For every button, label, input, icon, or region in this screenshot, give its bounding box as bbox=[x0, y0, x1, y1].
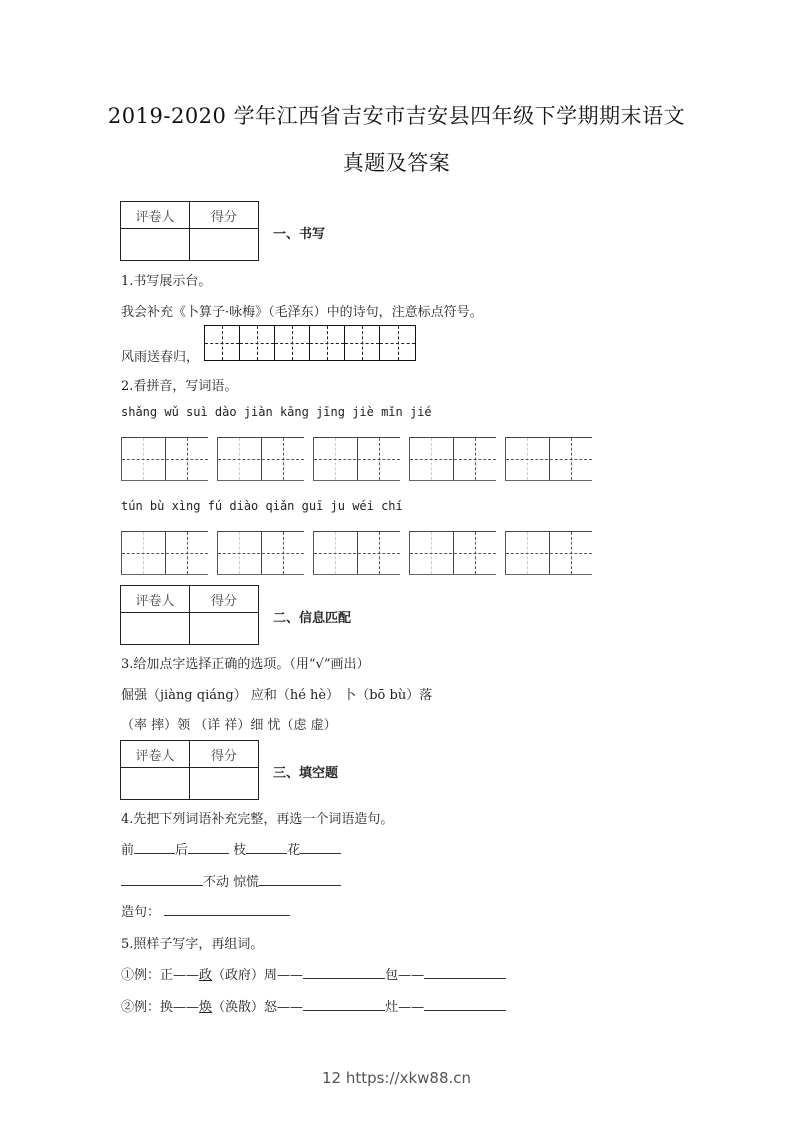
score-cell-grader bbox=[121, 768, 190, 800]
q4-row1 bbox=[121, 839, 341, 858]
fill-blank[interactable] bbox=[121, 873, 203, 886]
word-box[interactable] bbox=[313, 437, 400, 481]
q2-heading: 2.看拼音，写词语。 bbox=[121, 379, 238, 394]
score-cell-grader bbox=[121, 613, 190, 645]
q1-writing-grid[interactable] bbox=[204, 325, 416, 361]
score-header-grader: 评卷人 bbox=[121, 202, 190, 229]
example-word: （涣散） bbox=[212, 1000, 265, 1015]
fill-blank[interactable] bbox=[188, 841, 229, 854]
score-cell-score bbox=[190, 229, 259, 261]
q2-pinyin-row1: shǎng wǔ suì dào jiàn kāng jīng jiè mǐn jié bbox=[121, 405, 432, 419]
score-header-score: 得分 bbox=[190, 202, 259, 229]
q1-instruction: 我会补充《卜算子·咏梅》（毛泽东）中的诗句，注意标点符号。 bbox=[121, 305, 483, 320]
item-a: 周—— bbox=[264, 968, 304, 983]
fill-blank[interactable] bbox=[303, 998, 385, 1011]
page-footer: 12 https://xkw88.cn bbox=[321, 1069, 472, 1087]
fill-blank[interactable] bbox=[303, 966, 385, 979]
word-box[interactable] bbox=[217, 531, 304, 575]
q4-char: 花 bbox=[287, 843, 301, 858]
q5-example2 bbox=[121, 996, 506, 1015]
q4-char: 前 bbox=[121, 843, 135, 858]
q1-prompt: 风雨送春归， bbox=[121, 350, 200, 365]
word-box[interactable] bbox=[313, 531, 400, 575]
q3-line1: 倔强（jiàng qiáng） 应和（hé hè） 卜（bō bù）落 bbox=[121, 688, 433, 703]
sentence-label: 造句： bbox=[121, 905, 161, 920]
document-title-line2: 真题及答案 bbox=[342, 151, 451, 175]
score-header-score: 得分 bbox=[190, 741, 259, 768]
word-box[interactable] bbox=[409, 531, 496, 575]
example-prefix: ②例：换—— bbox=[121, 1000, 200, 1015]
score-cell-score bbox=[190, 768, 259, 800]
writing-box[interactable] bbox=[205, 326, 240, 360]
section-title-matching: 二、信息匹配 bbox=[273, 611, 352, 626]
score-table-2 bbox=[120, 585, 259, 645]
q3-line2: （率 摔）领 （详 祥）细 忧（虑 虚） bbox=[121, 718, 337, 733]
score-cell-score bbox=[190, 613, 259, 645]
sentence-blank[interactable] bbox=[164, 903, 290, 916]
q5-heading: 5.照样子写字，再组词。 bbox=[121, 937, 264, 952]
q2-grid-row2 bbox=[121, 531, 592, 575]
item-a: 怒—— bbox=[264, 1000, 304, 1015]
item-b: 包—— bbox=[385, 968, 425, 983]
fill-blank[interactable] bbox=[246, 841, 287, 854]
example-word: （政府） bbox=[212, 968, 265, 983]
example-underlined-char: 焕 bbox=[199, 1000, 213, 1015]
score-header-grader: 评卷人 bbox=[121, 586, 190, 613]
score-cell-grader bbox=[121, 229, 190, 261]
writing-box[interactable] bbox=[240, 326, 275, 360]
q1-heading: 1.书写展示台。 bbox=[121, 274, 212, 289]
fill-blank[interactable] bbox=[134, 841, 175, 854]
q3-heading: 3.给加点字选择正确的选项。（用“√”画出） bbox=[121, 657, 370, 672]
fill-blank[interactable] bbox=[424, 966, 506, 979]
word-box[interactable] bbox=[505, 531, 592, 575]
q4-word: 惊慌 bbox=[233, 875, 260, 890]
word-box[interactable] bbox=[121, 531, 208, 575]
score-table-1 bbox=[120, 201, 259, 261]
example-underlined-char: 政 bbox=[199, 968, 213, 983]
q2-grid-row1 bbox=[121, 437, 592, 481]
document-title-line1: 2019-2020 学年江西省吉安市吉安县四年级下学期期末语文 bbox=[107, 104, 686, 128]
example-prefix: ①例：正—— bbox=[121, 968, 200, 983]
section-title-writing: 一、书写 bbox=[273, 227, 326, 242]
fill-blank[interactable] bbox=[259, 873, 341, 886]
word-box[interactable] bbox=[121, 437, 208, 481]
writing-box[interactable] bbox=[345, 326, 380, 360]
word-box[interactable] bbox=[505, 437, 592, 481]
writing-box[interactable] bbox=[275, 326, 310, 360]
q4-word: 不动 bbox=[203, 875, 230, 890]
word-box[interactable] bbox=[409, 437, 496, 481]
writing-box[interactable] bbox=[310, 326, 345, 360]
score-header-score: 得分 bbox=[190, 586, 259, 613]
q2-pinyin-row2: tún bù xìng fú diào qiǎn guī ju wéi chí bbox=[121, 499, 403, 513]
score-table-3 bbox=[120, 740, 259, 800]
fill-blank[interactable] bbox=[424, 998, 506, 1011]
q5-example1 bbox=[121, 964, 506, 983]
section-title-fill-in: 三、填空题 bbox=[273, 766, 339, 781]
writing-box[interactable] bbox=[380, 326, 415, 360]
q4-char: 后 bbox=[175, 843, 189, 858]
q4-row2 bbox=[121, 871, 341, 890]
fill-blank[interactable] bbox=[300, 841, 341, 854]
q4-heading: 4.先把下列词语补充完整，再选一个词语造句。 bbox=[121, 812, 394, 827]
item-b: 灶—— bbox=[385, 1000, 425, 1015]
word-box[interactable] bbox=[217, 437, 304, 481]
score-header-grader: 评卷人 bbox=[121, 741, 190, 768]
q4-char: 枝 bbox=[233, 843, 247, 858]
q4-sentence bbox=[121, 901, 290, 920]
